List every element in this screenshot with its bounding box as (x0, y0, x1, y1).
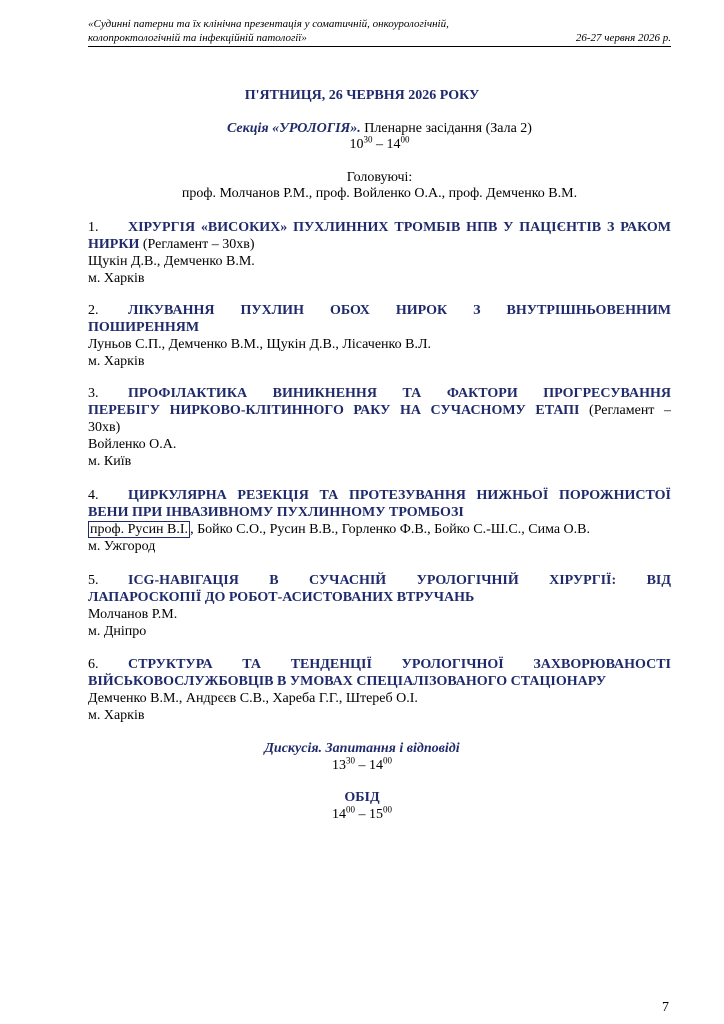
report-number: 4. (88, 488, 99, 503)
header-line-1: «Судинні патерни та їх клінічна презентація у соматичній, онкоурологічній, (88, 18, 449, 30)
lunch-label: ОБІД (344, 790, 380, 805)
report-item: 2. ЛІКУВАННЯ ПУХЛИН ОБОХ НИРОК З ВНУТРІШНЬОВЕННИМ ПОШИРЕННЯМ Луньов С.П., Демченко В.М., Щукін Д.В., Лісаченко В.Л. м. Харків (88, 303, 671, 369)
report-title: ХІРУРГІЯ «ВИСОКИХ» ПУХЛИННИХ ТРОМБІВ НПВ У ПАЦІЄНТІВ З РАКОМ (128, 220, 671, 235)
page-number: 7 (662, 1000, 669, 1015)
report-item: 1. ХІРУРГІЯ «ВИСОКИХ» ПУХЛИННИХ ТРОМБІВ НПВ У ПАЦІЄНТІВ З РАКОМ НИРКИ (Регламент – 30хв) Щукін Д.В., Демченко В.М. м. Харків (88, 220, 671, 286)
highlighted-author[interactable]: проф. Русин В.І. (90, 522, 189, 537)
chairs-names: проф. Молчанов Р.М., проф. Войленко О.А., проф. Демченко В.М. (181, 186, 578, 201)
header-divider (88, 46, 671, 47)
discussion-label: Дискусія. Запитання і відповіді (264, 741, 460, 756)
report-number: 6. (88, 657, 99, 672)
report-title: ПРОФІЛАКТИКА ВИНИКНЕННЯ ТА ФАКТОРИ ПРОГРЕСУВАННЯ (128, 386, 671, 401)
report-authors: Молчанов Р.М. (88, 607, 178, 622)
report-authors: проф. Русин В.І. , Бойко С.О., Русин В.В., Горленко Ф.В., Бойко С.-Ш.С., Сима О.В. (90, 522, 590, 537)
report-city: м. Харків (88, 354, 145, 369)
day-title: П'ЯТНИЦЯ, 26 ЧЕРВНЯ 2026 РОКУ (244, 88, 480, 103)
session-time: $10^{30} - 14^{00}$ (349, 134, 410, 152)
report-number: 3. (88, 386, 99, 401)
report-item: 3. ПРОФІЛАКТИКА ВИНИКНЕННЯ ТА ФАКТОРИ ПРОГРЕСУВАННЯ ПЕРЕБІГУ НИРКОВО-КЛІТИННОГО РАКУ НА СУЧАСНОМУ ЕТАПІ (Регламент – 30хв) Войленко О.А. м. Київ (88, 386, 671, 469)
running-header (88, 17, 671, 45)
report-authors: Луньов С.П., Демченко В.М., Щукін Д.В., Лісаченко В.Л. (88, 337, 431, 352)
chairs-block (88, 170, 671, 202)
session-detail: Пленарне засідання (Зала 2) (360, 121, 532, 136)
report-number: 5. (88, 573, 99, 588)
session-label: Секція «УРОЛОГІЯ». (227, 121, 361, 136)
report-authors: Демченко В.М., Андрєєв С.В., Хареба Г.Г., Штереб О.І. (88, 691, 418, 706)
report-city: м. Ужгород (88, 539, 156, 554)
discussion-block (0, 740, 724, 774)
report-title: ICG-НАВІГАЦІЯ В СУЧАСНІЙ УРОЛОГІЧНІЙ ХІРУРГІЇ: ВІД (128, 573, 671, 588)
report-item: 6. СТРУКТУРА ТА ТЕНДЕНЦІЇ УРОЛОГІЧНОЇ ЗАХВОРЮВАНОСТІ ВІЙСЬКОВОСЛУЖБОВЦІВ В УМОВАХ СПЕЦІАЛІЗОВАНОГО СТАЦІОНАРУ Демченко В.М., Андрєєв С.В., Хареба Г.Г., Штереб О.І. м. Харків (88, 657, 671, 723)
report-city: м. Харків (88, 708, 145, 723)
chairs-label: Головуючі: (346, 170, 413, 185)
report-title: ЛІКУВАННЯ ПУХЛИН ОБОХ НИРОК З ВНУТРІШНЬОВЕННИМ (128, 303, 671, 318)
header-dates: 26-27 червня 2026 р. (575, 32, 671, 44)
report-item: 4. ЦИРКУЛЯРНА РЕЗЕКЦІЯ ТА ПРОТЕЗУВАННЯ НИЖНЬОЇ ПОРОЖНИСТОЇ ВЕНИ ПРИ ІНВАЗИВНОМУ ПУХЛИННОМУ ТРОМБОЗІ проф. Русин В.І. , Бойко С.О., Русин В.В., Горленко Ф.В., Бойко С.-Ш.С., Сима О.В. м. Ужгород (88, 488, 671, 554)
report-number: 1. (88, 220, 99, 235)
report-reglament: (Регламент – 30хв) (139, 237, 255, 252)
report-title: ЦИРКУЛЯРНА РЕЗЕКЦІЯ ТА ПРОТЕЗУВАННЯ НИЖНЬОЇ ПОРОЖНИСТОЇ (128, 488, 671, 503)
header-line-2: колопроктологічній та інфекційній патології» (88, 32, 307, 44)
report-title: СТРУКТУРА ТА ТЕНДЕНЦІЇ УРОЛОГІЧНОЇ ЗАХВОРЮВАНОСТІ (128, 657, 671, 672)
report-city: м. Харків (88, 271, 145, 286)
lunch-block (0, 789, 724, 823)
report-number: 2. (88, 303, 99, 318)
report-city: м. Дніпро (88, 624, 147, 639)
session-block (88, 121, 671, 153)
discussion-time: $13^{30} - 14^{00}$ (332, 755, 392, 773)
report-authors: Войленко О.А. (88, 437, 177, 452)
report-city: м. Київ (88, 454, 132, 469)
report-authors: Щукін Д.В., Демченко В.М. (88, 254, 255, 269)
report-reglament: (Регламент – (579, 403, 671, 418)
report-item: 5. ICG-НАВІГАЦІЯ В СУЧАСНІЙ УРОЛОГІЧНІЙ ХІРУРГІЇ: ВІД ЛАПАРОСКОПІЇ ДО РОБОТ-АСИСТОВАНИХ ВТРУЧАНЬ Молчанов Р.М. м. Дніпро (88, 573, 671, 639)
lunch-time: $14^{00} - 15^{00}$ (332, 804, 392, 822)
